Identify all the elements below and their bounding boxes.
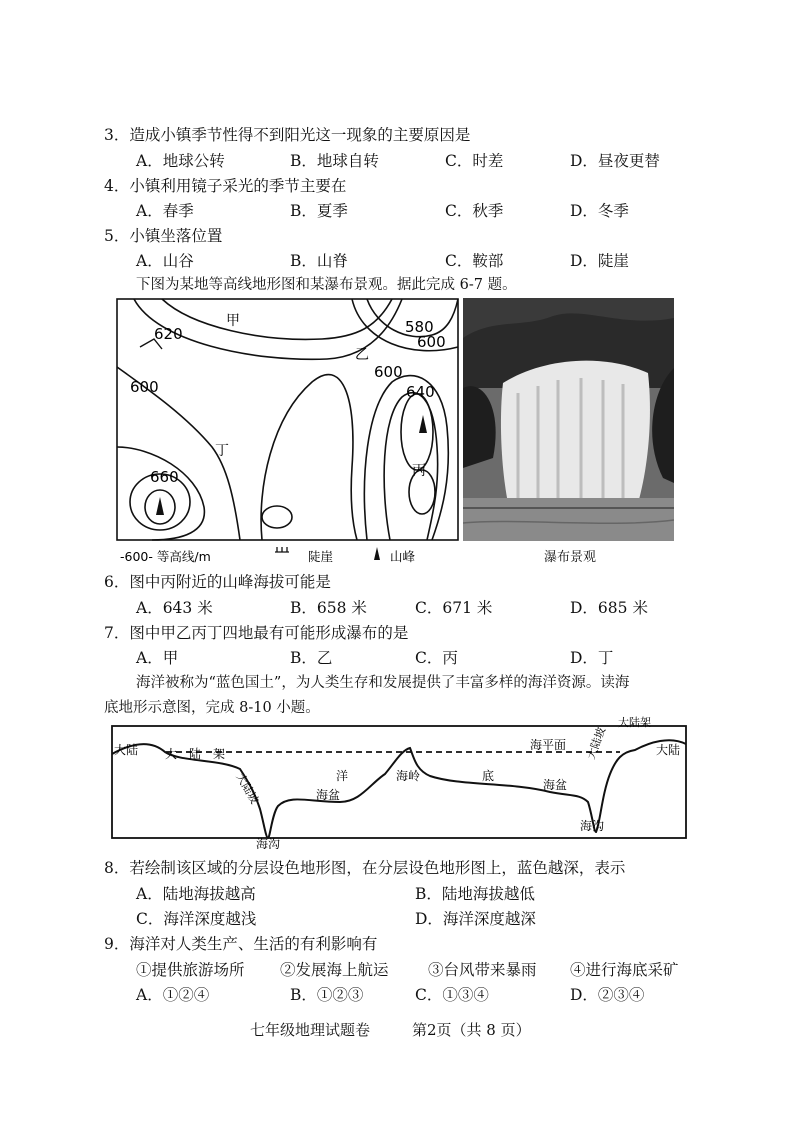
- q8-option-b: B．陆地海拔越低: [415, 885, 535, 903]
- place-jia: 甲: [226, 313, 240, 329]
- trench-right: 海沟: [580, 819, 605, 833]
- q5-stem: 5．小镇坐落位置: [104, 227, 223, 245]
- shelf-top: 大陆架: [618, 716, 651, 729]
- q6-option-a: A．643 米: [136, 599, 213, 617]
- q9-item-4: ④进行海底采矿: [570, 961, 679, 979]
- ridge-label: 海岭: [396, 769, 421, 783]
- q6-option-d: D．685 米: [570, 599, 648, 617]
- q9-item-3: ③台风带来暴雨: [428, 961, 537, 979]
- q9-item-1: ①提供旅游场所: [136, 961, 245, 979]
- q9-item-2: ②发展海上航运: [280, 961, 389, 979]
- q4-option-a: A．春季: [136, 202, 194, 220]
- place-bing: 丙: [412, 463, 426, 479]
- q4-option-d: D．冬季: [570, 202, 629, 220]
- basin-right: 海盆: [543, 778, 568, 792]
- q9-option-c: C．①③④: [415, 986, 489, 1004]
- q9-option-d: D．②③④: [570, 986, 645, 1004]
- footer-title: 七年级地理试题卷: [250, 1021, 371, 1039]
- q3-option-d: D．昼夜更替: [570, 152, 660, 170]
- q6-option-b: B．658 米: [290, 599, 367, 617]
- label-660: 660: [150, 468, 179, 486]
- q6-stem: 6．图中丙附近的山峰海拔可能是: [104, 573, 331, 591]
- q4-option-b: B．夏季: [290, 202, 348, 220]
- slope-right: 大陆坡: [584, 725, 609, 762]
- intro-8-10-line1: 海洋被称为“蓝色国土”，为人类生存和发展提供了丰富多样的海洋资源。读海: [136, 675, 630, 691]
- q5-option-d: D．陡崖: [570, 252, 629, 270]
- q4-stem: 4．小镇利用镜子采光的季节主要在: [104, 177, 347, 195]
- q5-option-b: B．山脊: [290, 252, 348, 270]
- waterfall-photo: [463, 298, 674, 541]
- q8-option-a: A．陆地海拔越高: [136, 885, 256, 903]
- peak-icon: [374, 547, 380, 560]
- label-620: 620: [154, 325, 183, 343]
- q7-option-d: D．丁: [570, 649, 614, 667]
- q8-stem: 8．若绘制该区域的分层设色地形图，在分层设色地形图上，蓝色越深，表示: [104, 859, 626, 877]
- q7-option-b: B．乙: [290, 649, 333, 667]
- cliff-icon: [275, 547, 289, 552]
- q3-option-c: C．时差: [445, 152, 504, 170]
- q9-option-a: A．①②④: [136, 986, 210, 1004]
- q8-option-c: C．海洋深度越浅: [136, 910, 257, 928]
- q3-stem: 3．造成小镇季节性得不到阳光这一现象的主要原因是: [104, 126, 471, 144]
- q7-option-c: C．丙: [415, 649, 458, 667]
- q4-option-c: C．秋季: [445, 202, 504, 220]
- label-640: 640: [406, 383, 435, 401]
- basin-left: 海盆: [316, 788, 341, 802]
- contour-map: [112, 297, 462, 567]
- q6-option-c: C．671 米: [415, 599, 493, 617]
- continent-left: 大陆: [114, 743, 139, 757]
- place-ding: 丁: [215, 443, 229, 459]
- label-600: 600: [374, 363, 403, 381]
- label-600: 600: [130, 378, 159, 396]
- legend-cliff: 陡崖: [308, 549, 334, 564]
- legend-peak: 山峰: [390, 549, 416, 564]
- q7-stem: 7．图中甲乙丙丁四地最有可能形成瀑布的是: [104, 624, 409, 642]
- trench-left: 海沟: [256, 837, 281, 849]
- q3-option-b: B．地球自转: [290, 152, 379, 170]
- sea-level-label: 海平面: [530, 738, 567, 752]
- q9-option-b: B．①②③: [290, 986, 364, 1004]
- waterfall-caption: 瀑布景观: [544, 550, 597, 565]
- continent-right: 大陆: [656, 743, 681, 757]
- shelf-label: 大 陆 架: [165, 747, 226, 761]
- seafloor-profile: [110, 714, 690, 849]
- place-yi: 乙: [355, 347, 369, 363]
- footer-page: 第2页（共 8 页）: [412, 1021, 531, 1039]
- q9-stem: 9．海洋对人类生产、生活的有利影响有: [104, 935, 378, 953]
- floor-label: 底: [482, 769, 495, 783]
- ocean-label: 洋: [336, 769, 349, 783]
- slope-left: 大陆坡: [233, 771, 262, 807]
- q5-option-a: A．山谷: [136, 252, 194, 270]
- label-580: 580: [405, 318, 434, 336]
- q8-option-d: D．海洋深度越深: [415, 910, 536, 928]
- intro-8-10-line2: 底地形示意图，完成 8-10 小题。: [104, 700, 320, 716]
- q3-option-a: A．地球公转: [136, 152, 225, 170]
- q7-option-a: A．甲: [136, 649, 179, 667]
- intro-6-7: 下图为某地等高线地形图和某瀑布景观。据此完成 6-7 题。: [136, 277, 517, 293]
- q5-option-c: C．鞍部: [445, 252, 504, 270]
- legend-contour: -600- 等高线/m: [120, 549, 211, 564]
- label-600: 600: [417, 333, 446, 351]
